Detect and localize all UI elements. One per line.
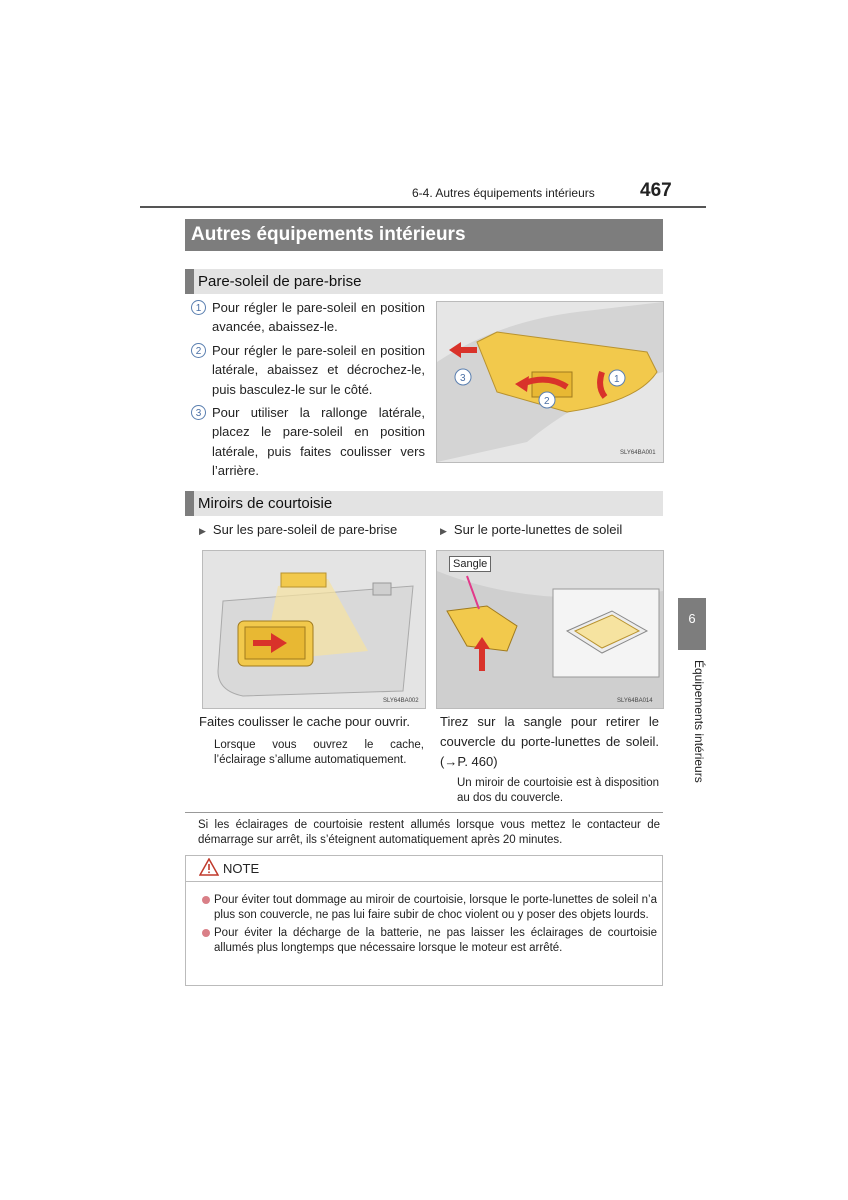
instruction-item (191, 298, 425, 337)
note-item-text: Pour éviter tout dommage au miroir de courtoisie, lorsque le porte-lunettes de soleil n’a plus son couvercle, ne pas lui faire subir de choc violent ou y poser des objets lourds. (214, 894, 657, 921)
instruction-text: Pour régler le pare-soleil en position avancée, abaissez-le. (212, 300, 425, 335)
visor-mirror-drawing (203, 551, 425, 708)
image-code: SLY64BA014 (617, 698, 653, 704)
instruction-item (191, 341, 425, 399)
header-rule (140, 206, 706, 208)
callout-3: 3 (460, 373, 466, 384)
step-number-1: 1 (191, 300, 206, 315)
right-caption: Tirez sur la sangle pour retirer le couvercle du porte-lunettes de soleil. (→P. 460) (440, 714, 659, 769)
running-header-section: 6-4. Autres équipements intérieurs (412, 186, 595, 200)
page-title: Autres équipements intérieurs (185, 219, 663, 251)
section-heading-mirrors: Miroirs de courtoisie (185, 491, 663, 516)
left-caption: Faites coulisser le cache pour ouvrir. (199, 714, 410, 729)
sunglass-holder-illustration (436, 550, 664, 709)
sunvisor-drawing (437, 302, 663, 462)
chapter-tab-title: Équipements intérieurs (692, 660, 706, 783)
section-heading-sunvisor: Pare-soleil de pare-brise (185, 269, 663, 294)
sunvisor-instructions (191, 298, 425, 485)
note-item-text: Pour éviter la décharge de la batterie, ne pas laisser les éclairages de courtoisie allumés plus longtemps que nécessaire lorsque le moteur est arrêté. (214, 927, 657, 954)
callout-2: 2 (544, 396, 550, 407)
note-label: NOTE (223, 861, 260, 876)
step-number-2: 2 (191, 343, 206, 358)
bullet-dot-icon (202, 929, 210, 937)
footnote: Si les éclairages de courtoisie restent allumés lorsque vous mettez le contacteur de démarrage sur arrêt, ils s’éteignent automatiquement après 20 minutes. (198, 819, 660, 846)
right-note: Un miroir de courtoisie est à disposition au dos du couvercle. (457, 777, 659, 804)
sunglass-holder-drawing (437, 551, 663, 708)
bullet-text: Sur les pare-soleil de pare-brise (212, 522, 398, 537)
chapter-tab: 6 (678, 598, 706, 650)
note-list (202, 893, 657, 959)
note-item (202, 926, 657, 956)
image-code: SLY64BA002 (383, 698, 419, 704)
instruction-text: Pour utiliser la rallonge latérale, placez le pare-soleil en position latérale, puis faites coulisser vers l’arrière. (212, 405, 425, 479)
strap-label: Sangle (449, 556, 491, 572)
instruction-text: Pour régler le pare-soleil en position latérale, abaissez et décrochez-le, puis basculez-le sur le côté. (212, 342, 425, 397)
image-code: SLY64BA001 (620, 450, 656, 456)
page-number: 467 (640, 180, 672, 201)
left-note: Lorsque vous ouvrez le cache, l’éclairage s’allume automatiquement. (214, 739, 424, 766)
step-number-3: 3 (191, 405, 206, 420)
visor-mirror-illustration (202, 550, 426, 709)
bullet-dot-icon (202, 896, 210, 904)
sunvisor-illustration (436, 301, 664, 463)
triangle-bullet-icon: ▶ (199, 526, 206, 536)
triangle-bullet-icon: ▶ (440, 526, 447, 536)
bullet-right (440, 522, 622, 537)
bullet-text: Sur le porte-lunettes de soleil (453, 522, 623, 537)
warning-icon (199, 858, 219, 876)
callout-1: 1 (614, 374, 620, 385)
note-header (185, 855, 663, 882)
instruction-item (191, 403, 425, 481)
bullet-left (199, 522, 397, 537)
separator (185, 812, 663, 813)
note-item (202, 893, 657, 923)
